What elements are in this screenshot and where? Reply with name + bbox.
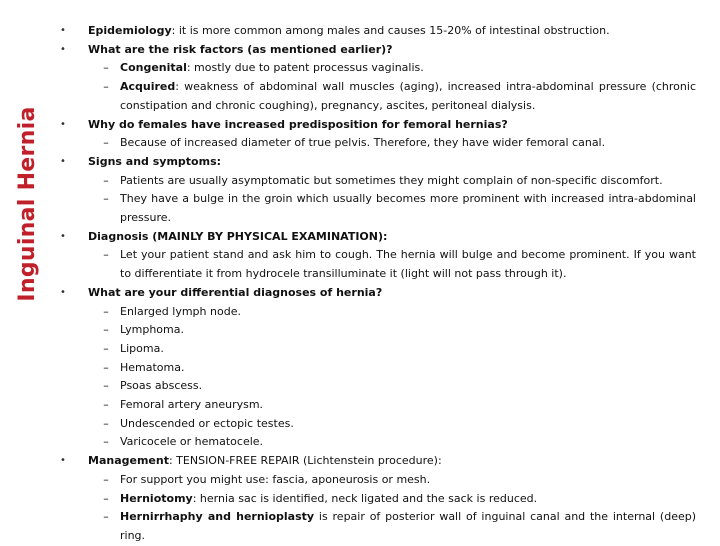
slide-content: [60, 22, 696, 546]
sign-text: They have a bulge in the groin which usually becomes more prominent with increased intra-abdominal pressure.: [120, 192, 696, 225]
sub-item-differential: [60, 303, 696, 322]
acquired-text: : weakness of abdominal wall muscles (aging), increased intra-abdominal pressure (chronic constipation and chronic coughing), pregnancy, ascites, peritoneal dialysis.: [120, 80, 696, 112]
risk-heading: What are the risk factors (as mentioned earlier)?: [88, 42, 393, 56]
epidemiology-text: : it is more common among males and causes 15-20% of intestinal obstruction.: [171, 24, 610, 37]
dash-marker: –: [103, 491, 109, 505]
herniorrhaphy-label: Hernirrhaphy and hernioplasty: [120, 510, 315, 524]
slide-title: Inguinal Hernia: [15, 106, 40, 302]
bullet-marker: •: [60, 455, 66, 467]
herniotomy-label: Herniotomy: [120, 491, 193, 505]
differential-text: Varicocele or hematocele.: [120, 435, 264, 449]
dash-marker: –: [103, 472, 109, 486]
bullet-marker: •: [60, 155, 66, 167]
sub-item-differential: [60, 433, 696, 452]
sub-item-congenital: [60, 59, 696, 78]
acquired-label: Acquired: [120, 80, 176, 94]
sub-item-acquired: [60, 78, 696, 115]
management-text: : TENSION-FREE REPAIR (Lichtenstein procedure):: [168, 454, 442, 468]
dash-marker: –: [103, 341, 109, 355]
differential-heading: What are your differential diagnoses of hernia?: [88, 285, 383, 299]
sub-item-differential: [60, 359, 696, 378]
diagnosis-text: Let your patient stand and ask him to cough. The hernia will bulge and become prominent. If you want to differentiate it from hydrocele transilluminate it (light will not pass through it).: [120, 248, 696, 281]
sub-item-females-answer: [60, 134, 696, 153]
dash-marker: –: [103, 192, 109, 206]
differential-text: Lipoma.: [120, 341, 164, 355]
dash-marker: –: [103, 435, 109, 449]
differential-text: Enlarged lymph node.: [120, 304, 241, 318]
sub-item-differential: [60, 377, 696, 396]
sub-item-sign: [60, 190, 696, 227]
sub-item-differential: [60, 415, 696, 434]
bullet-risk-factors: [60, 41, 696, 60]
sub-item-differential: [60, 321, 696, 340]
support-text: For support you might use: fascia, aponeurosis or mesh.: [120, 472, 431, 486]
dash-marker: –: [103, 379, 109, 393]
dash-marker: –: [103, 136, 109, 150]
bullet-differential: [60, 284, 696, 303]
congenital-label: Congenital: [120, 61, 187, 75]
congenital-text: : mostly due to patent processus vaginalis.: [186, 61, 424, 75]
bullet-management: [60, 452, 696, 471]
herniotomy-text: : hernia sac is identified, neck ligated and the sack is reduced.: [192, 491, 538, 505]
dash-marker: –: [103, 80, 109, 94]
differential-text: Lymphoma.: [120, 323, 184, 337]
dash-marker: –: [103, 61, 109, 75]
bullet-marker: •: [60, 286, 66, 298]
dash-marker: –: [103, 360, 109, 374]
bullet-signs: [60, 153, 696, 172]
females-heading: Why do females have increased predisposition for femoral hernias?: [88, 117, 508, 131]
sub-item-diagnosis: [60, 246, 696, 283]
differential-text: Undescended or ectopic testes.: [120, 416, 294, 430]
epidemiology-label: Epidemiology: [88, 24, 172, 37]
management-label: Management: [88, 454, 169, 468]
bullet-females: [60, 116, 696, 135]
sub-item-differential: [60, 396, 696, 415]
differential-text: Hematoma.: [120, 360, 185, 374]
bullet-epidemiology: [60, 22, 696, 41]
herniorrhaphy-text: is repair of posterior wall of inguinal canal and the internal (deep) ring.: [120, 510, 696, 542]
sub-item-herniorrhaphy: [60, 508, 696, 545]
dash-marker: –: [103, 304, 109, 318]
signs-heading: Signs and symptoms:: [88, 154, 222, 168]
bullet-marker: •: [60, 25, 66, 36]
dash-marker: –: [103, 248, 109, 262]
dash-marker: –: [103, 173, 109, 187]
sub-item-herniotomy: [60, 490, 696, 509]
bullet-marker: •: [60, 118, 66, 130]
diagnosis-heading: Diagnosis (MAINLY BY PHYSICAL EXAMINATION):: [88, 229, 388, 243]
bullet-marker: •: [60, 43, 66, 55]
females-answer: Because of increased diameter of true pelvis. Therefore, they have wider femoral canal.: [120, 136, 606, 150]
differential-text: Femoral artery aneurysm.: [120, 398, 264, 412]
dash-marker: –: [103, 416, 109, 430]
bullet-marker: •: [60, 230, 66, 242]
sub-item-differential: [60, 340, 696, 359]
bullet-diagnosis: [60, 228, 696, 247]
dash-marker: –: [103, 398, 109, 412]
sign-text: Patients are usually asymptomatic but sometimes they might complain of non-specific discomfort.: [120, 173, 663, 187]
sub-item-support: [60, 471, 696, 490]
dash-marker: –: [103, 510, 109, 524]
dash-marker: –: [103, 323, 109, 337]
sub-item-sign: [60, 172, 696, 191]
differential-text: Psoas abscess.: [120, 379, 203, 393]
